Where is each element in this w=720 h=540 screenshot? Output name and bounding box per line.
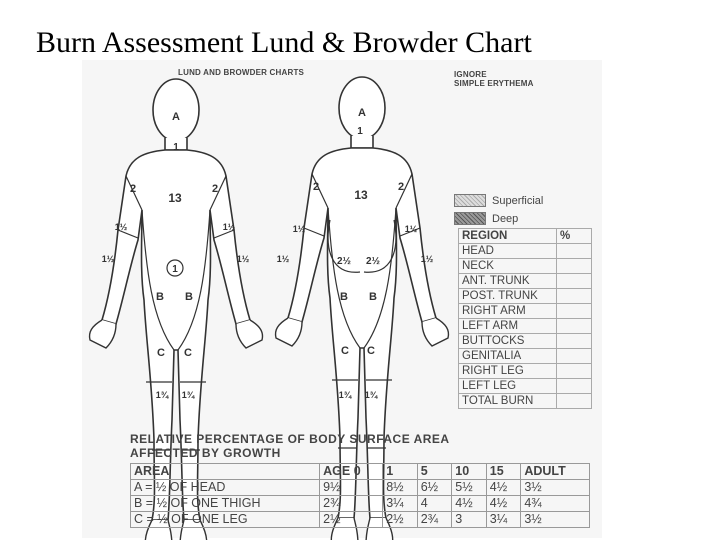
front-label-forearm-right: 1½ (114, 222, 128, 232)
table-row (459, 319, 592, 334)
table-row (459, 244, 592, 259)
ignore-note-line2: SIMPLE ERYTHEMA (454, 79, 534, 88)
value-cell: 2½ (383, 512, 418, 528)
table-row (459, 304, 592, 319)
percent-cell[interactable] (557, 304, 592, 319)
percent-cell[interactable] (557, 349, 592, 364)
area-header-cell: AREA (131, 464, 320, 480)
back-label-forearm-right: 1½ (292, 224, 306, 234)
back-label-buttock-left: 2½ (366, 256, 380, 267)
value-cell: 5½ (452, 480, 487, 496)
back-label-upper-arm-left: 2 (397, 181, 405, 193)
back-label-neck: 1 (357, 126, 363, 137)
percent-cell[interactable] (557, 319, 592, 334)
area-cell: B = ½ OF ONE THIGH (131, 496, 320, 512)
value-cell: 2¾ (320, 496, 383, 512)
back-label-foot-right: 1¾ (338, 390, 352, 400)
front-label-foot-right: 1¾ (155, 390, 169, 400)
growth-note-line1: RELATIVE PERCENTAGE OF BODY SURFACE AREA (130, 432, 450, 446)
percent-header-cell: % (557, 229, 592, 244)
value-cell: 4 (417, 496, 452, 512)
percent-cell[interactable] (557, 379, 592, 394)
percent-cell[interactable] (557, 259, 592, 274)
back-label-leg-right: C (341, 345, 349, 357)
table-row (459, 349, 592, 364)
front-label-genitalia: 1 (172, 264, 178, 275)
region-cell: RIGHT LEG (459, 364, 557, 379)
chart-header: LUND AND BROWDER CHARTS (178, 68, 305, 77)
region-cell: RIGHT ARM (459, 304, 557, 319)
slide-title: Burn Assessment Lund & Browder Chart (36, 26, 532, 59)
region-cell: NECK (459, 259, 557, 274)
percent-cell[interactable] (557, 289, 592, 304)
legend-superficial-label: Superficial (492, 194, 544, 207)
value-cell: 3½ (521, 512, 590, 528)
table-row (459, 334, 592, 349)
value-cell: 4½ (486, 496, 521, 512)
age-header-cell: 10 (452, 464, 487, 480)
front-label-forearm-left: 1½ (222, 222, 236, 232)
value-cell: 9½ (320, 480, 383, 496)
value-cell: 3¼ (486, 512, 521, 528)
back-label-thigh-right: B (340, 291, 348, 303)
table-row (131, 512, 590, 528)
back-label-thigh-left: B (369, 291, 377, 303)
percent-cell[interactable] (557, 244, 592, 259)
value-cell: 6½ (417, 480, 452, 496)
superficial-swatch-icon (454, 194, 486, 207)
table-row (459, 274, 592, 289)
back-label-leg-left: C (367, 345, 375, 357)
front-label-hand-left: 1½ (236, 254, 250, 264)
value-cell: 4½ (486, 480, 521, 496)
value-cell: 3½ (521, 480, 590, 496)
value-cell: 3¼ (383, 496, 418, 512)
region-cell: POST. TRUNK (459, 289, 557, 304)
table-row (131, 480, 590, 496)
value-cell: 3 (452, 512, 487, 528)
front-label-leg-right: C (157, 347, 165, 359)
front-label-neck: 1 (173, 142, 179, 153)
front-label-head: A (172, 111, 180, 123)
back-label-trunk: 13 (354, 188, 368, 202)
front-label-upper-arm-right: 2 (129, 183, 137, 195)
front-label-thigh-right: B (156, 291, 164, 303)
table-row (459, 289, 592, 304)
legend-deep (454, 212, 518, 225)
age-header-cell: 5 (417, 464, 452, 480)
percent-cell[interactable] (557, 394, 592, 409)
region-cell: BUTTOCKS (459, 334, 557, 349)
front-label-trunk: 13 (168, 191, 182, 205)
region-cell: LEFT LEG (459, 379, 557, 394)
legend-superficial (454, 194, 543, 207)
table-row (459, 379, 592, 394)
age-header-cell: ADULT (521, 464, 590, 480)
value-cell: 8½ (383, 480, 418, 496)
value-cell: 2½ (320, 512, 383, 528)
age-header-cell: 1 (383, 464, 418, 480)
region-cell: HEAD (459, 244, 557, 259)
table-row (131, 496, 590, 512)
value-cell: 4¾ (521, 496, 590, 512)
region-table-header (459, 229, 592, 244)
back-label-hand-left: 1½ (420, 254, 434, 264)
back-label-foot-left: 1¾ (364, 390, 378, 400)
age-header-cell: AGE 0 (320, 464, 383, 480)
percent-cell[interactable] (557, 364, 592, 379)
region-cell: GENITALIA (459, 349, 557, 364)
age-header-cell: 15 (486, 464, 521, 480)
region-cell: LEFT ARM (459, 319, 557, 334)
ignore-note-line1: IGNORE (454, 70, 487, 79)
percent-cell[interactable] (557, 334, 592, 349)
growth-table-header (131, 464, 590, 480)
growth-note-line2: AFFECTED BY GROWTH (130, 446, 281, 460)
back-label-hand-right: 1½ (276, 254, 290, 264)
area-cell: A = ½ OF HEAD (131, 480, 320, 496)
front-label-hand-right: 1½ (101, 254, 115, 264)
deep-swatch-icon (454, 212, 486, 225)
area-cell: C = ½ OF ONE LEG (131, 512, 320, 528)
table-row (459, 394, 592, 409)
table-row (459, 259, 592, 274)
region-cell: TOTAL BURN (459, 394, 557, 409)
percent-cell[interactable] (557, 274, 592, 289)
region-header-cell: REGION (459, 229, 557, 244)
value-cell: 4½ (452, 496, 487, 512)
back-label-buttock-right: 2½ (337, 256, 351, 267)
table-row (459, 364, 592, 379)
value-cell: 2¾ (417, 512, 452, 528)
front-label-foot-left: 1¾ (181, 390, 195, 400)
front-label-thigh-left: B (185, 291, 193, 303)
front-label-leg-left: C (184, 347, 192, 359)
legend-deep-label: Deep (492, 212, 519, 225)
back-label-forearm-left: 1½ (404, 224, 418, 234)
back-label-head: A (358, 107, 366, 119)
growth-table (130, 463, 590, 528)
region-table (458, 228, 592, 409)
region-cell: ANT. TRUNK (459, 274, 557, 289)
front-label-upper-arm-left: 2 (211, 183, 219, 195)
back-label-upper-arm-right: 2 (312, 181, 320, 193)
